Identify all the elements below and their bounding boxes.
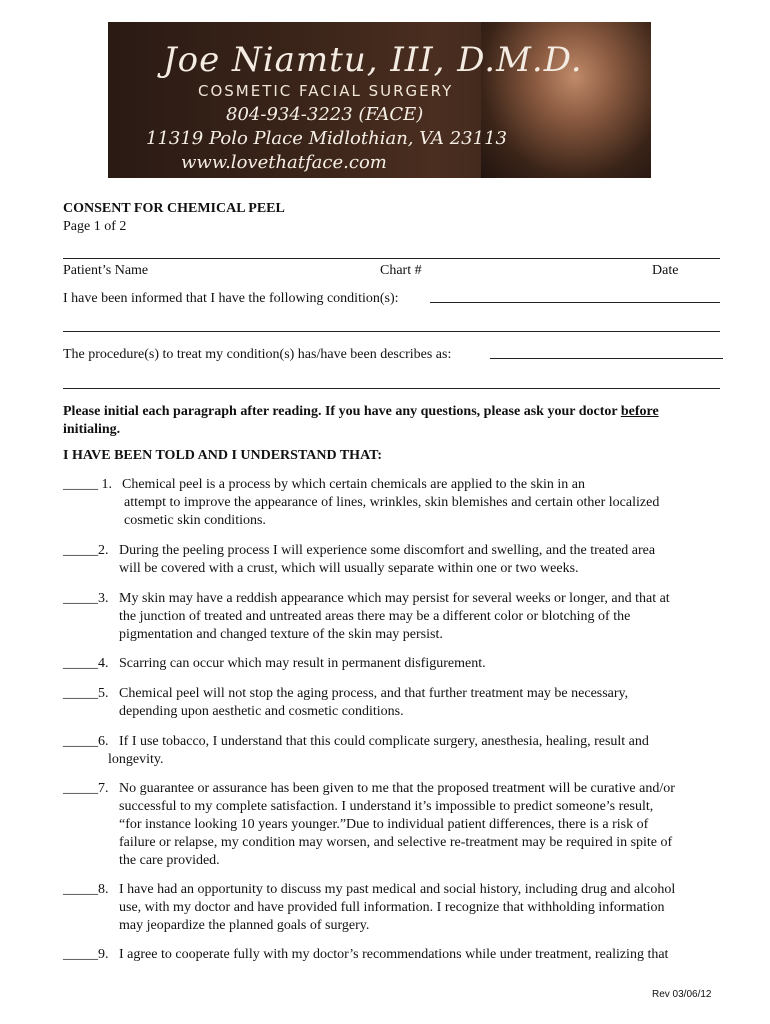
consent-item-line: Chemical peel is a process by which certain chemicals are applied to the skin in an: [122, 477, 586, 492]
consent-item-text: [119, 946, 668, 964]
practice-subtitle: COSMETIC FACIAL SURGERY: [198, 82, 454, 100]
consent-item-line: cosmetic skin conditions.: [124, 513, 266, 528]
consent-item: [63, 542, 723, 578]
consent-item-line: My skin may have a reddish appearance which may persist for several weeks or longer, and that at: [119, 591, 670, 606]
consent-item-text: [122, 476, 659, 530]
revision-date: Rev 03/06/12: [652, 989, 712, 1000]
consent-item-line: “for instance looking 10 years younger.”Due to individual patient differences, there is a risk of: [119, 817, 649, 832]
page-number: Page 1 of 2: [63, 219, 127, 234]
initial-blank[interactable]: _____7.: [63, 781, 109, 796]
consent-item-text: [119, 780, 675, 870]
consent-item-line: Scarring can occur which may result in permanent disfigurement.: [119, 656, 486, 671]
instruction-text-2: initialing.: [63, 422, 121, 437]
consent-item-text: [119, 542, 655, 578]
consent-item-text: [119, 685, 628, 721]
consent-item: [63, 590, 723, 644]
patient-info-line[interactable]: [63, 258, 720, 259]
header-banner: [108, 22, 651, 178]
initial-blank[interactable]: _____2.: [63, 543, 109, 558]
condition-field[interactable]: [430, 302, 720, 303]
consent-item: [63, 780, 723, 870]
initial-blank[interactable]: _____6.: [63, 734, 109, 749]
consent-item-line: pigmentation and changed texture of the skin may persist.: [119, 627, 443, 642]
consent-item: [63, 476, 723, 530]
consent-item-line: attempt to improve the appearance of lines, wrinkles, skin blemishes and certain other localized: [124, 495, 660, 510]
consent-item-line: longevity.: [108, 752, 164, 767]
patient-name-label: Patient’s Name: [63, 263, 149, 278]
practice-address: 11319 Polo Place Midlothian, VA 23113: [146, 128, 507, 149]
consent-item-text: [119, 655, 486, 673]
consent-item-text: [119, 881, 675, 935]
initial-blank[interactable]: _____5.: [63, 686, 109, 701]
initial-blank[interactable]: _____3.: [63, 591, 109, 606]
consent-item-line: the care provided.: [119, 853, 220, 868]
instruction-text: [63, 403, 659, 421]
consent-item-line: I have had an opportunity to discuss my past medical and social history, including drug and alcohol: [119, 882, 676, 897]
procedure-label: The procedure(s) to treat my condition(s) has/have been describes as:: [63, 347, 452, 362]
consent-item-line: If I use tobacco, I understand that this could complicate surgery, anesthesia, healing, result and: [119, 734, 649, 749]
initial-blank[interactable]: _____9.: [63, 947, 109, 962]
consent-item-line: may jeopardize the planned goals of surgery.: [119, 918, 370, 933]
chart-number-label: Chart #: [380, 263, 422, 278]
initial-blank[interactable]: _____ 1.: [63, 477, 112, 492]
practice-website: www.lovethatface.com: [181, 152, 387, 173]
consent-item-line: I agree to cooperate fully with my doctor’s recommendations while under treatment, realizing that: [119, 947, 669, 962]
consent-item-text: [119, 590, 670, 644]
consent-item-line: successful to my complete satisfaction. I understand it’s impossible to predict someone’s result,: [119, 799, 654, 814]
consent-item: [63, 685, 723, 721]
condition-label: I have been informed that I have the following condition(s):: [63, 291, 399, 306]
condition-field-line-2[interactable]: [63, 331, 720, 332]
instruction-emphasis: before: [620, 404, 659, 419]
document-title: CONSENT FOR CHEMICAL PEEL: [63, 201, 285, 216]
consent-item: [63, 881, 723, 935]
instruction-part-1: Please initial each paragraph after reading. If you have any questions, please ask your doctor: [63, 404, 621, 419]
consent-item-text: [108, 733, 649, 769]
consent-item-line: failure or relapse, my condition may worsen, and selective re-treatment may be required in spite of: [119, 835, 673, 850]
doctor-name: Joe Niamtu, III, D.M.D.: [163, 40, 583, 80]
initial-blank[interactable]: _____8.: [63, 882, 109, 897]
consent-item-line: Chemical peel will not stop the aging process, and that further treatment may be necessary,: [119, 686, 629, 701]
procedure-field[interactable]: [490, 358, 723, 359]
date-label: Date: [652, 263, 679, 278]
procedure-field-line-2[interactable]: [63, 388, 720, 389]
consent-item: [63, 655, 723, 673]
consent-item: [63, 733, 723, 769]
consent-item: [63, 946, 723, 964]
consent-item-line: will be covered with a crust, which will usually separate within one or two weeks.: [119, 561, 579, 576]
consent-item-line: During the peeling process I will experience some discomfort and swelling, and the treated area: [119, 543, 656, 558]
initial-blank[interactable]: _____4.: [63, 656, 109, 671]
consent-item-line: use, with my doctor and have provided full information. I recognize that withholding information: [119, 900, 665, 915]
practice-phone: 804-934-3223 (FACE): [226, 104, 424, 125]
consent-item-line: depending upon aesthetic and cosmetic conditions.: [119, 704, 404, 719]
consent-item-line: the junction of treated and untreated areas there may be a different color or blotching of the: [119, 609, 631, 624]
understand-heading: I HAVE BEEN TOLD AND I UNDERSTAND THAT:: [63, 448, 383, 463]
consent-item-line: No guarantee or assurance has been given to me that the proposed treatment will be curative and/or: [119, 781, 675, 796]
